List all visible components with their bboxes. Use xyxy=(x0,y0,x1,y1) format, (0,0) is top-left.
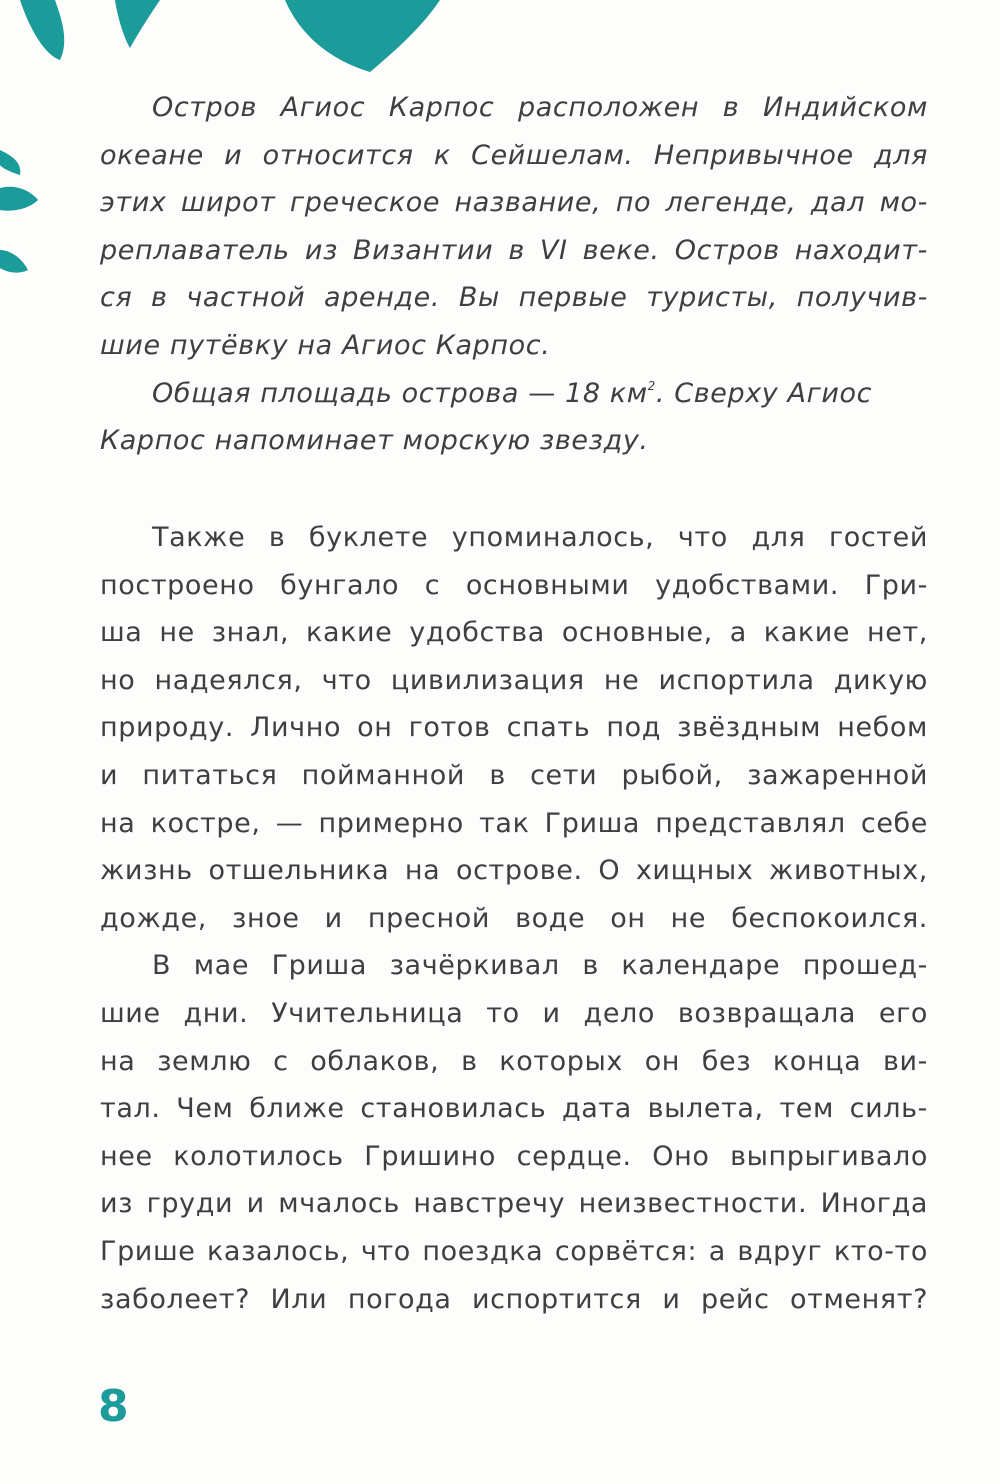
area-text: Общая площадь острова — 18 $км^2$. Сверху Агиос xyxy=(152,377,873,409)
text-line: Грише казалось, что поездка сорвётся: а вдруг кто-то xyxy=(100,1235,928,1267)
page-number: 8 xyxy=(98,1381,129,1432)
text-line: реплаватель из Византии в VI веке. Остров находит- xyxy=(100,234,928,266)
text-line: но надеялся, что цивилизация не испортила дикую xyxy=(100,664,928,696)
intro-booklet-quote xyxy=(100,84,928,465)
body-text xyxy=(100,514,928,1323)
text-line: Остров Агиос Карпос расположен в Индийском xyxy=(152,92,928,123)
text-line: шие дни. Учительница то и дело возвращала его xyxy=(100,997,928,1029)
text-line: ша не знал, какие удобства основные, а какие нет, xyxy=(100,617,928,649)
text-line: дожде, зное и пресной воде он не беспокоился. xyxy=(100,902,928,934)
text-line: заболеет? Или погода испортится и рейс отменят? xyxy=(100,1283,928,1315)
text-line: и питаться пойманной в сети рыбой, зажаренной xyxy=(100,759,928,791)
text-line: океане и относится к Сейшелам. Непривычное для xyxy=(100,139,928,171)
text-line: Карпос напоминает морскую звезду. xyxy=(100,425,649,457)
text-line: тал. Чем ближе становилась дата вылета, тем силь- xyxy=(100,1093,928,1125)
text-line: ся в частной аренде. Вы первые туристы, получив- xyxy=(100,282,928,314)
text-line: Также в буклете упоминалось, что для гостей xyxy=(152,522,928,553)
text-line: шие путёвку на Агиос Карпос. xyxy=(100,329,551,361)
text-line: построено бунгало с основными удобствами. Гри- xyxy=(100,569,928,601)
text-line: жизнь отшельника на острове. О хищных животных, xyxy=(100,855,928,887)
text-line: нее колотилось Гришино сердце. Оно выпрыгивало xyxy=(100,1140,928,1172)
text-line: В мае Гриша зачёркивал в календаре прошед- xyxy=(152,950,928,982)
text-line: природу. Лично он готов спать под звёздным небом xyxy=(100,712,928,744)
text-line-area xyxy=(100,370,928,418)
text-line: на костре, — примерно так Гриша представлял себе xyxy=(100,807,928,839)
text-line: на землю с облаков, в которых он без конца ви- xyxy=(100,1045,928,1077)
text-line: этих широт греческое название, по легенде, дал мо- xyxy=(100,187,928,219)
text-line: из груди и мчалось навстречу неизвестности. Иногда xyxy=(100,1188,928,1220)
